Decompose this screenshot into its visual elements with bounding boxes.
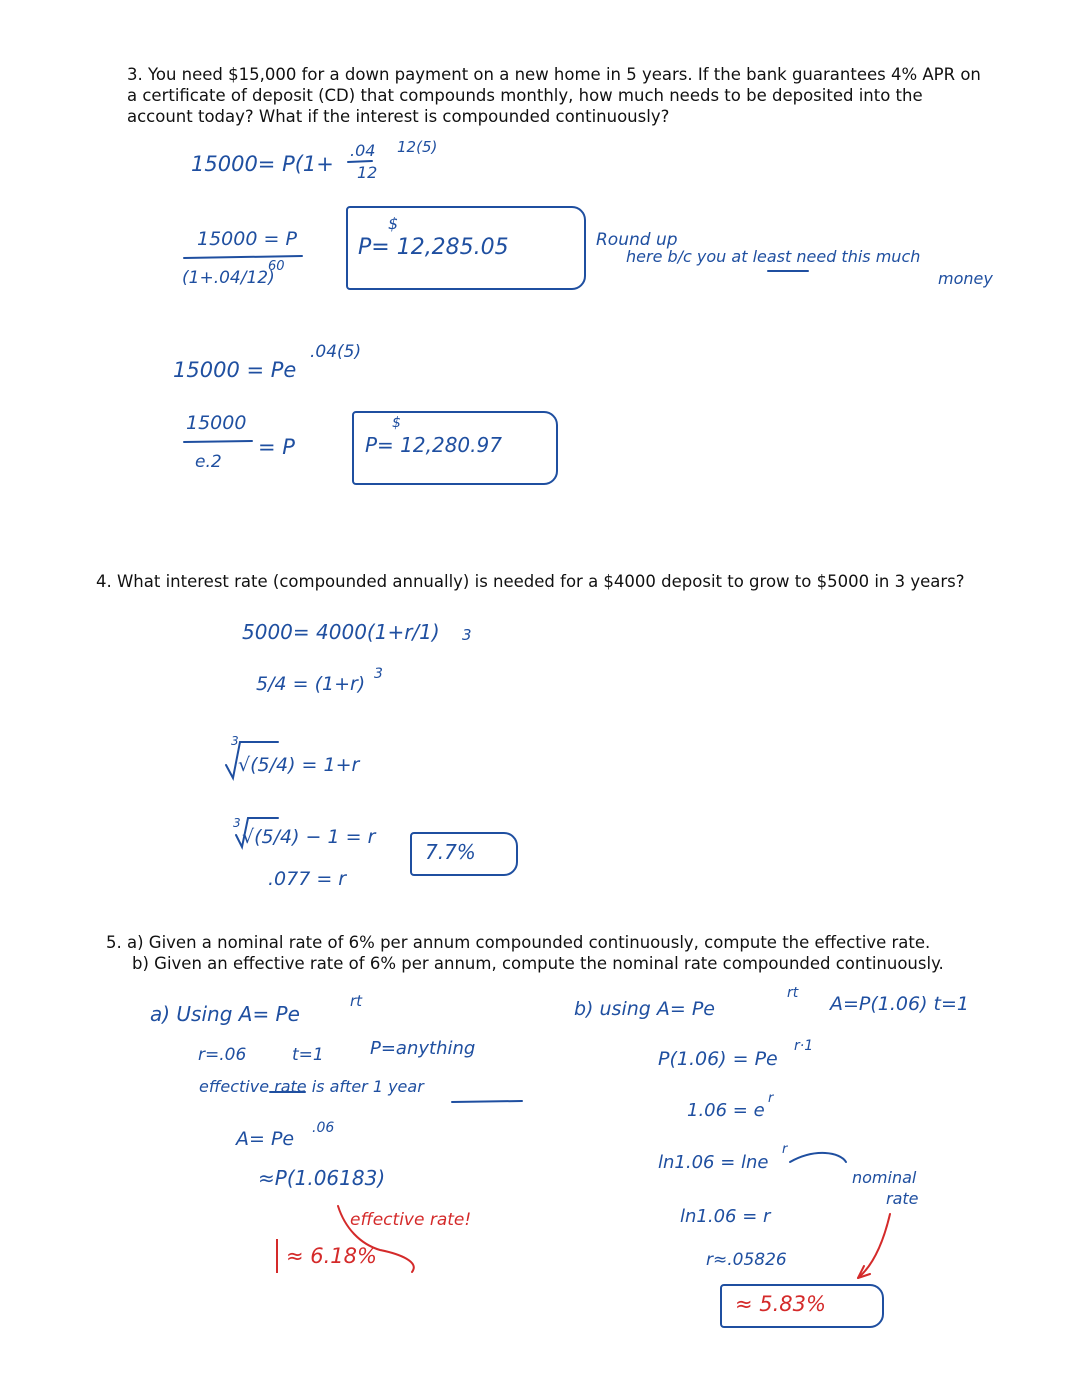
p3-eq3-exponent: .04(5) [310,342,362,362]
p5a-line1-exponent: rt [350,992,363,1010]
p3-note-line1: Round up [596,230,678,250]
p4-eq5: .077 = r [268,868,347,890]
p3-answer-continuous: P= 12,280.97 [365,433,502,457]
p4-eq3-root-index: 3 [231,734,239,748]
problem-5a-text: 5. a) Given a nominal rate of 6% per annum compounded continuously, compute the effective rate. [106,933,931,952]
p4-sqrt-2 [236,818,278,847]
p5a-red-arrow [338,1206,414,1272]
p5a-line2-p: P=anything [370,1038,476,1059]
p3-eq1-lhs: 15000= P(1+ [191,152,334,176]
p3-eq4-numerator: 15000 [186,412,247,434]
p5a-year-underline [452,1101,522,1102]
p3-eq1-exponent: 12(5) [397,138,438,156]
p4-eq4-root-index: 3 [233,816,241,830]
p3-eq1-frac-den: 12 [357,163,378,182]
p4-sqrt-1 [226,742,278,778]
p5b-line2-exponent: r·1 [794,1038,814,1054]
p3-eq3: 15000 = Pe [173,358,297,382]
p5b-line1: b) using A= Pe [574,998,715,1020]
p4-eq2-exponent: 3 [374,666,383,682]
p3-note-line3: money [938,269,993,288]
p3-note-line2: here b/c you at least need this much [626,247,921,266]
p4-eq1-exponent: 3 [462,626,472,644]
p5b-line1b: A=P(1.06) t=1 [830,993,970,1015]
p3-eq1-frac-bar [348,161,372,162]
p5b-line3: 1.06 = e [687,1100,765,1121]
p4-answer: 7.7% [425,840,476,864]
p3-eq2-denominator: (1+.04/12) [182,268,275,288]
p3-dollar-2: $ [392,415,401,431]
p4-eq3: √(5/4) = 1+r [238,754,360,776]
p5b-nominal-label-1: nominal [852,1168,917,1187]
p5a-line2-r: r=.06 [198,1045,247,1065]
problem-5b-text: b) Given an effective rate of 6% per annum, compute the nominal rate compounded continuously. [132,954,944,973]
p5a-note: effective rate! [350,1210,472,1230]
p5b-nominal-label-2: rate [886,1189,919,1208]
problem-4-text: 4. What interest rate (compounded annually) is needed for a $4000 deposit to grow to $5000 in 3 years? [96,572,965,591]
p4-eq2: 5/4 = (1+r) [256,673,366,695]
p3-eq2-exponent: 60 [268,259,285,274]
p5b-line5: ln1.06 = r [680,1206,771,1227]
p5b-answer: ≈ 5.83% [735,1292,826,1316]
p4-eq1: 5000= 4000(1+r/1) [242,620,440,644]
p5a-line2-t: t=1 [292,1045,324,1065]
p5b-line4: ln1.06 = lne [658,1152,769,1173]
p5b-line6: r≈.05826 [706,1250,787,1270]
p3-dollar-1: $ [388,214,399,233]
p4-eq4: √(5/4) − 1 = r [242,826,376,848]
p3-eq4-rhs: = P [258,435,295,459]
p5b-line4-exponent: r [782,1142,788,1157]
p3-eq2-lhs: 15000 = P [197,228,297,250]
p5b-line1-exponent: rt [787,985,799,1001]
p5a-line5: ≈P(1.06183) [258,1166,386,1190]
p5a-answer: ≈ 6.18% [286,1244,377,1268]
p3-eq1-frac-num: .04 [350,141,376,160]
p5a-line4-exponent: .06 [312,1120,335,1136]
p5b-line4-arrow [790,1153,846,1162]
p5a-line1: a) Using A= Pe [150,1002,300,1026]
p3-eq4-denominator: e.2 [195,452,222,472]
p3-answer-monthly: P= 12,285.05 [358,235,509,260]
problem-3-text: 3. You need $15,000 for a down payment on a new home in 5 years. If the bank guarantees 4% APR on a certificate of deposit (CD) that compounds monthly, how much needs to be deposited into the account today? What if the interest is compounded continuously? [127,65,981,126]
p5b-line3-exponent: r [768,1091,774,1106]
p5b-line2: P(1.06) = Pe [658,1048,778,1070]
p3-eq4-frac-bar [184,441,252,442]
p5a-line4: A= Pe [236,1128,295,1150]
p5a-line3: effective rate is after 1 year [199,1077,424,1096]
p3-eq2-frac-bar [184,256,302,258]
